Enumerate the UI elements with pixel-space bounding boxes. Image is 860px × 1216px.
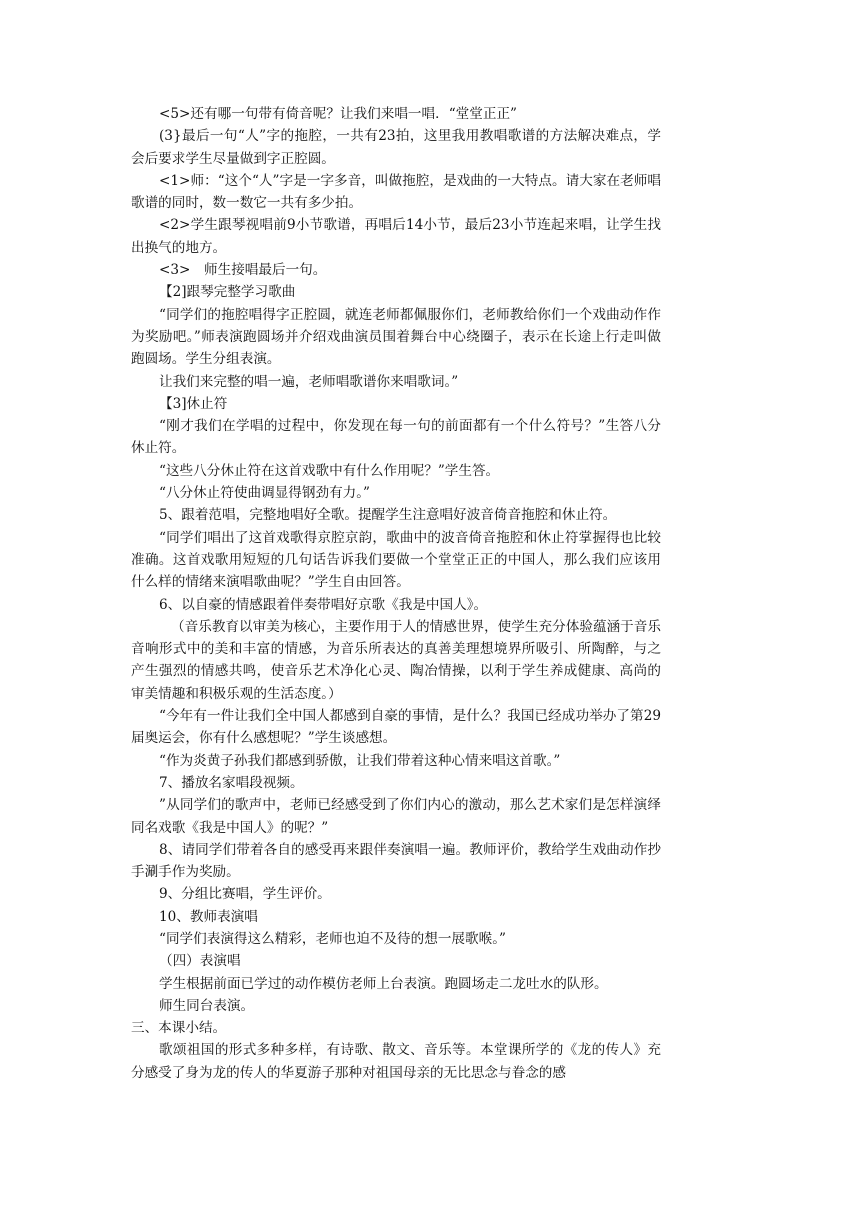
paragraph: 8、请同学们带着各自的感受再来跟伴奏演唱一遍。教师评价，教给学生戏曲动作抄手涮手作为奖励。: [131, 841, 661, 881]
paragraph: <5>还有哪一句带有倚音呢？让我们来唱一唱．“堂堂正正”: [159, 106, 517, 122]
paragraph: “这些八分休止符在这首戏歌中有什么作用呢？”学生答。: [159, 462, 500, 479]
paragraph: 三、本课小结。: [131, 1020, 227, 1037]
paragraph: <3> 师生接唱最后一句。: [159, 262, 327, 279]
paragraph: 10、教师表演唱: [159, 908, 258, 925]
paragraph: （音乐教育以审美为核心，主要作用于人的情感世界，使学生充分体验蕴涵于音乐音响形式中的美和丰富的情感，为音乐所表达的真善美理想境界所吸引、所陶醉，与之产生强烈的情感共鸣，使音乐艺术净化心灵、陶冶情操，以利于学生养成健康、高尚的审美情趣和积极乐观的生活态度。）: [131, 618, 661, 702]
paragraph: 7、播放名家唱段视频。: [159, 774, 304, 791]
paragraph: 9、分组比赛唱，学生评价。: [159, 886, 331, 903]
paragraph: 5、跟着范唱，完整地唱好全歌。提醒学生注意唱好波音倚音拖腔和休止符。: [159, 507, 617, 524]
paragraph: 让我们来完整的唱一遍，老师唱歌谱你来唱歌词。”: [159, 373, 459, 390]
paragraph: 学生根据前面已学过的动作模仿老师上台表演。跑圆场走二龙吐水的队形。: [159, 975, 608, 992]
paragraph: 歌颂祖国的形式多种多样，有诗歌、散文、音乐等。本堂课所学的《龙的传人》充分感受了身为龙的传人的华夏游子那种对祖国母亲的无比思念与眷念的感: [131, 1042, 661, 1081]
paragraph: 6、以自豪的情感跟着伴奏带唱好京歌《我是中国人》。: [159, 596, 488, 613]
paragraph: 师生同台表演。: [159, 997, 255, 1014]
paragraph: “同学们的拖腔唱得字正腔圆，就连老师都佩服你们，老师教给你们一个戏曲动作作为奖励吧。”师表演跑圆场并介绍戏曲演员围着舞台中心绕圈子，表示在长途上行走叫做跑圆场。学生分组表演。: [131, 306, 661, 368]
paragraph: “八分休止符使曲调显得钢劲有力。”: [159, 485, 371, 502]
paragraph: “同学们表演得这么精彩，老师也迫不及待的想一展歌喉。”: [159, 930, 506, 947]
paragraph: <1>师：“这个“人”字是一字多音，叫做拖腔，是戏曲的一大特点。请大家在老师唱歌谱的同时，数一数它一共有多少拍。: [131, 172, 661, 212]
paragraph: (3}最后一句“人”字的拖腔，一共有23拍，这里我用教唱歌谱的方法解决难点，学会后要求学生尽量做到字正腔圆。: [131, 128, 661, 167]
paragraph: 【3]休止符: [159, 395, 228, 412]
paragraph: <2>学生跟琴视唱前9小节歌谱，再唱后14小节，最后23小节连起来唱，让学生找出换气的地方。: [131, 217, 661, 256]
paragraph: “今年有一件让我们全中国人都感到自豪的事情，是什么？我国已经成功举办了第29届奥运会，你有什么感想呢？”学生谈感想。: [131, 708, 661, 747]
paragraph: ”从同学们的歌声中，老师已经感受到了你们内心的激动，那么艺术家们是怎样演绎同名戏歌《我是中国人》的呢？”: [131, 797, 661, 836]
paragraph: “刚才我们在学唱的过程中，你发现在每一句的前面都有一个什么符号？”生答八分休止符。: [131, 418, 661, 457]
document-body: [131, 103, 661, 1084]
paragraph: “同学们唱出了这首戏歌得京腔京韵，歌曲中的波音倚音拖腔和休止符掌握得也比较准确。这首戏歌用短短的几句话告诉我们要做一个堂堂正正的中国人，那么我们应该用什么样的情绪来演唱歌曲呢？”学生自由回答。: [131, 529, 661, 591]
paragraph: “作为炎黄子孙我们都感到骄傲，让我们带着这种心情来唱这首歌。”: [159, 752, 561, 769]
paragraph: 【2]跟琴完整学习歌曲: [159, 284, 296, 301]
paragraph: （四）表演唱: [159, 953, 241, 970]
